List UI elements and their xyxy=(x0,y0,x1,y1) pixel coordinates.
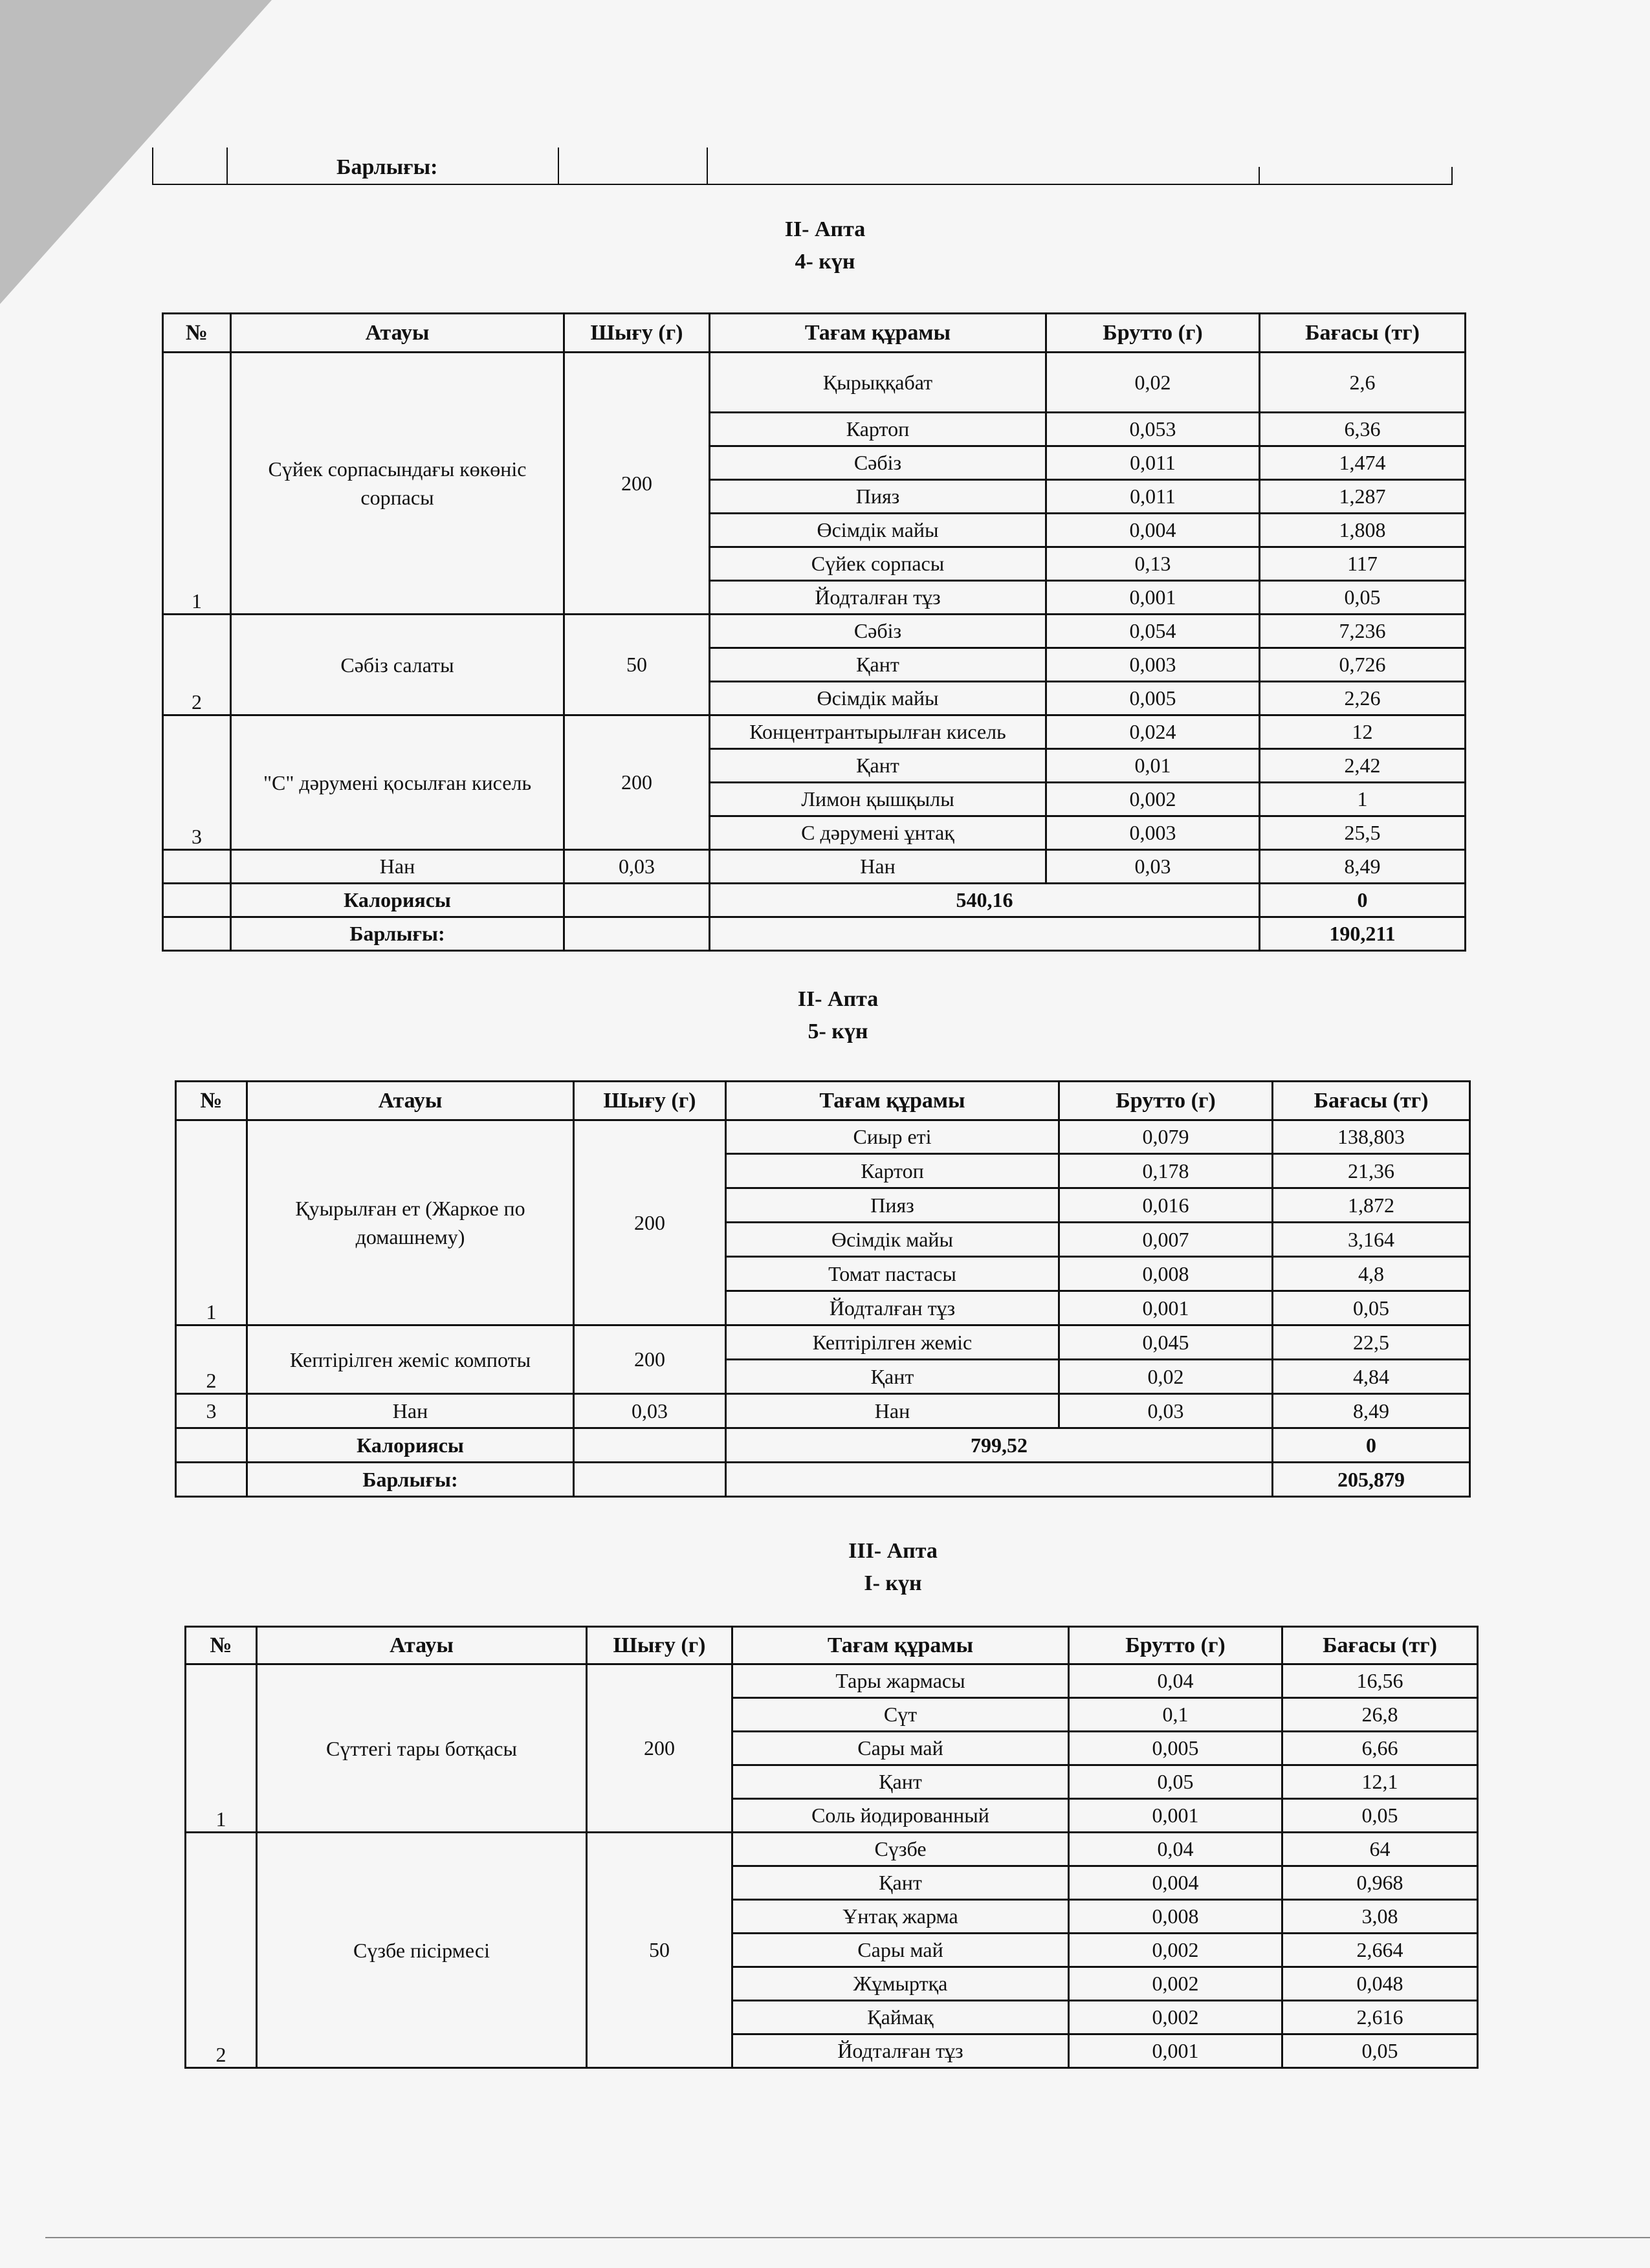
ingredient: Қант xyxy=(732,1866,1069,1900)
dish-number: 1 xyxy=(186,1664,257,1833)
ingredient: Қаймақ xyxy=(732,2001,1069,2034)
dish-number xyxy=(163,850,231,884)
ingredient: Өсімдік майы xyxy=(710,514,1046,547)
price: 0,048 xyxy=(1282,1967,1478,2001)
brutto: 0,005 xyxy=(1046,682,1260,715)
brutto: 0,004 xyxy=(1069,1866,1282,1900)
header-name: Атауы xyxy=(247,1082,574,1120)
price: 0,05 xyxy=(1260,581,1466,615)
ingredient: Жұмыртқа xyxy=(732,1967,1069,2001)
brutto: 0,03 xyxy=(1059,1394,1273,1428)
brutto: 0,003 xyxy=(1046,648,1260,682)
brutto: 0,002 xyxy=(1069,1967,1282,2001)
ingredient: Пияз xyxy=(710,480,1046,514)
ingredient: Картоп xyxy=(710,413,1046,446)
brutto: 0,03 xyxy=(1046,850,1260,884)
table-header-row xyxy=(186,1627,1478,1664)
bread-row xyxy=(163,850,1466,884)
ingredient: Картоп xyxy=(726,1154,1059,1188)
day-label: 5- күн xyxy=(808,1020,868,1043)
header-brutto: Брутто (г) xyxy=(1059,1082,1273,1120)
price: 26,8 xyxy=(1282,1698,1478,1732)
header-ingredient: Тағам құрамы xyxy=(726,1082,1059,1120)
brutto: 0,024 xyxy=(1046,715,1260,749)
total-row xyxy=(176,1463,1470,1497)
ingredient: Қант xyxy=(710,648,1046,682)
total-value: 190,211 xyxy=(1260,917,1466,951)
dish-number: 3 xyxy=(176,1394,247,1428)
week-label: II- Апта xyxy=(797,987,879,1011)
dish-name: Сүттегі тары ботқасы xyxy=(257,1664,587,1833)
brutto: 0,01 xyxy=(1046,749,1260,783)
header-ingredient: Тағам құрамы xyxy=(710,314,1046,353)
brutto: 0,008 xyxy=(1059,1257,1273,1291)
header-price: Бағасы (тг) xyxy=(1273,1082,1470,1120)
dish-number: 2 xyxy=(176,1325,247,1394)
table-row xyxy=(186,1833,1478,1866)
price: 2,6 xyxy=(1260,353,1466,413)
dish-name: "С" дәрумені қосылған кисель xyxy=(231,715,564,850)
calories-price: 0 xyxy=(1260,884,1466,917)
brutto: 0,001 xyxy=(1046,581,1260,615)
ingredient: Ұнтақ жарма xyxy=(732,1900,1069,1934)
price: 12 xyxy=(1260,715,1466,749)
dish-output: 200 xyxy=(587,1664,732,1833)
week-label: III- Апта xyxy=(848,1539,938,1563)
dish-output: 50 xyxy=(564,615,710,715)
price: 0,05 xyxy=(1282,1799,1478,1833)
price: 0,726 xyxy=(1260,648,1466,682)
price: 6,36 xyxy=(1260,413,1466,446)
brutto: 0,05 xyxy=(1069,1765,1282,1799)
price: 16,56 xyxy=(1282,1664,1478,1698)
price: 4,8 xyxy=(1273,1257,1470,1291)
section-heading xyxy=(696,213,954,278)
price: 0,05 xyxy=(1282,2034,1478,2068)
dish-name: Кептірілген жеміс компоты xyxy=(247,1325,574,1394)
brutto: 0,002 xyxy=(1069,1934,1282,1967)
day-label: I- күн xyxy=(864,1571,922,1595)
ingredient: Йодталған тұз xyxy=(726,1291,1059,1325)
total-row xyxy=(163,917,1466,951)
brutto: 0,04 xyxy=(1069,1833,1282,1866)
ingredient: Соль йодированный xyxy=(732,1799,1069,1833)
section-heading xyxy=(709,983,967,1048)
brutto: 0,002 xyxy=(1069,2001,1282,2034)
header-output: Шығу (г) xyxy=(564,314,710,353)
header-brutto: Брутто (г) xyxy=(1069,1627,1282,1664)
calories-row xyxy=(163,884,1466,917)
price: 1 xyxy=(1260,783,1466,816)
price: 138,803 xyxy=(1273,1120,1470,1154)
bread-row xyxy=(176,1394,1470,1428)
ingredient: Қант xyxy=(732,1765,1069,1799)
header-num: № xyxy=(186,1627,257,1664)
calories-label: Калориясы xyxy=(231,884,564,917)
price: 7,236 xyxy=(1260,615,1466,648)
dish-number: 1 xyxy=(176,1120,247,1325)
total-value: 205,879 xyxy=(1273,1463,1470,1497)
dish-output: 200 xyxy=(574,1120,726,1325)
brutto: 0,001 xyxy=(1069,1799,1282,1833)
header-num: № xyxy=(176,1082,247,1120)
table-row xyxy=(176,1325,1470,1360)
menu-table xyxy=(184,1626,1479,2069)
ingredient: Сәбіз xyxy=(710,446,1046,480)
header-ingredient: Тағам құрамы xyxy=(732,1627,1069,1664)
table-row xyxy=(163,353,1466,413)
ingredient: Сиыр еті xyxy=(726,1120,1059,1154)
ingredient: Қант xyxy=(726,1360,1059,1394)
brutto: 0,011 xyxy=(1046,480,1260,514)
menu-table xyxy=(162,312,1466,952)
price: 2,664 xyxy=(1282,1934,1478,1967)
price: 6,66 xyxy=(1282,1732,1478,1765)
price: 4,84 xyxy=(1273,1360,1470,1394)
header-price: Бағасы (тг) xyxy=(1282,1627,1478,1664)
header-num: № xyxy=(163,314,231,353)
dish-name: Сәбіз салаты xyxy=(231,615,564,715)
price: 1,287 xyxy=(1260,480,1466,514)
price: 0,05 xyxy=(1273,1291,1470,1325)
previous-total-label: Барлығы: xyxy=(336,155,438,179)
ingredient: Сүзбе xyxy=(732,1833,1069,1866)
brutto: 0,054 xyxy=(1046,615,1260,648)
price: 2,616 xyxy=(1282,2001,1478,2034)
ingredient: Сүйек сорпасы xyxy=(710,547,1046,581)
day-label: 4- күн xyxy=(795,250,855,274)
price: 117 xyxy=(1260,547,1466,581)
price: 3,08 xyxy=(1282,1900,1478,1934)
brutto: 0,001 xyxy=(1059,1291,1273,1325)
dish-output: 200 xyxy=(574,1325,726,1394)
price: 12,1 xyxy=(1282,1765,1478,1799)
dish-output: 0,03 xyxy=(564,850,710,884)
ingredient: Сары май xyxy=(732,1732,1069,1765)
brutto: 0,02 xyxy=(1046,353,1260,413)
price: 1,872 xyxy=(1273,1188,1470,1223)
brutto: 0,045 xyxy=(1059,1325,1273,1360)
header-price: Бағасы (тг) xyxy=(1260,314,1466,353)
price: 8,49 xyxy=(1273,1394,1470,1428)
dish-name: Нан xyxy=(231,850,564,884)
brutto: 0,178 xyxy=(1059,1154,1273,1188)
ingredient: Нан xyxy=(726,1394,1059,1428)
table-header-row xyxy=(163,314,1466,353)
dish-number: 2 xyxy=(163,615,231,715)
ingredient: Қырыққабат xyxy=(710,353,1046,413)
ingredient: Сары май xyxy=(732,1934,1069,1967)
brutto: 0,02 xyxy=(1059,1360,1273,1394)
ingredient: Йодталған тұз xyxy=(710,581,1046,615)
brutto: 0,007 xyxy=(1059,1223,1273,1257)
ingredient: Сәбіз xyxy=(710,615,1046,648)
ingredient: Қант xyxy=(710,749,1046,783)
calories-label: Калориясы xyxy=(247,1428,574,1463)
price: 2,26 xyxy=(1260,682,1466,715)
table-row xyxy=(186,1664,1478,1698)
brutto: 0,04 xyxy=(1069,1664,1282,1698)
table-row xyxy=(163,615,1466,648)
brutto: 0,004 xyxy=(1046,514,1260,547)
menu-table xyxy=(175,1080,1471,1498)
price: 1,808 xyxy=(1260,514,1466,547)
scan-bottom-edge xyxy=(45,2237,1650,2238)
calories-value: 540,16 xyxy=(710,884,1260,917)
brutto: 0,005 xyxy=(1069,1732,1282,1765)
dish-output: 200 xyxy=(564,715,710,850)
dish-output: 0,03 xyxy=(574,1394,726,1428)
dish-number: 1 xyxy=(163,353,231,615)
brutto: 0,003 xyxy=(1046,816,1260,850)
header-output: Шығу (г) xyxy=(587,1627,732,1664)
ingredient: Йодталған тұз xyxy=(732,2034,1069,2068)
ingredient: Сүт xyxy=(732,1698,1069,1732)
ingredient: Тары жармасы xyxy=(732,1664,1069,1698)
header-name: Атауы xyxy=(231,314,564,353)
dish-name: Нан xyxy=(247,1394,574,1428)
price: 0,968 xyxy=(1282,1866,1478,1900)
brutto: 0,079 xyxy=(1059,1120,1273,1154)
brutto: 0,13 xyxy=(1046,547,1260,581)
price: 25,5 xyxy=(1260,816,1466,850)
header-brutto: Брутто (г) xyxy=(1046,314,1260,353)
dish-number: 2 xyxy=(186,1833,257,2068)
calories-price: 0 xyxy=(1273,1428,1470,1463)
brutto: 0,011 xyxy=(1046,446,1260,480)
ingredient: Кептірілген жеміс xyxy=(726,1325,1059,1360)
price: 2,42 xyxy=(1260,749,1466,783)
ingredient: Концентрантырылған кисель xyxy=(710,715,1046,749)
dish-output: 50 xyxy=(587,1833,732,2068)
table-row xyxy=(163,715,1466,749)
ingredient: Пияз xyxy=(726,1188,1059,1223)
calories-row xyxy=(176,1428,1470,1463)
dish-output: 200 xyxy=(564,353,710,615)
price: 22,5 xyxy=(1273,1325,1470,1360)
header-output: Шығу (г) xyxy=(574,1082,726,1120)
price: 64 xyxy=(1282,1833,1478,1866)
dish-name: Қуырылған ет (Жаркое по домашнему) xyxy=(247,1120,574,1325)
table-row xyxy=(176,1120,1470,1154)
previous-table-fragment xyxy=(152,147,1453,186)
ingredient: Лимон қышқылы xyxy=(710,783,1046,816)
brutto: 0,002 xyxy=(1046,783,1260,816)
dish-name: Сүйек сорпасындағы көкөніс сорпасы xyxy=(231,353,564,615)
header-name: Атауы xyxy=(257,1627,587,1664)
ingredient: Өсімдік майы xyxy=(726,1223,1059,1257)
ingredient: Өсімдік майы xyxy=(710,682,1046,715)
brutto: 0,016 xyxy=(1059,1188,1273,1223)
price: 3,164 xyxy=(1273,1223,1470,1257)
ingredient: Томат пастасы xyxy=(726,1257,1059,1291)
ingredient: С дәрумені ұнтақ xyxy=(710,816,1046,850)
brutto: 0,001 xyxy=(1069,2034,1282,2068)
section-heading xyxy=(764,1535,1022,1600)
calories-value: 799,52 xyxy=(726,1428,1273,1463)
price: 21,36 xyxy=(1273,1154,1470,1188)
brutto: 0,1 xyxy=(1069,1698,1282,1732)
week-label: II- Апта xyxy=(784,217,866,241)
dish-number: 3 xyxy=(163,715,231,850)
table-header-row xyxy=(176,1082,1470,1120)
ingredient: Нан xyxy=(710,850,1046,884)
total-label: Барлығы: xyxy=(247,1463,574,1497)
brutto: 0,053 xyxy=(1046,413,1260,446)
brutto: 0,008 xyxy=(1069,1900,1282,1934)
price: 8,49 xyxy=(1260,850,1466,884)
dish-name: Сүзбе пісірмесі xyxy=(257,1833,587,2068)
total-label: Барлығы: xyxy=(231,917,564,951)
price: 1,474 xyxy=(1260,446,1466,480)
